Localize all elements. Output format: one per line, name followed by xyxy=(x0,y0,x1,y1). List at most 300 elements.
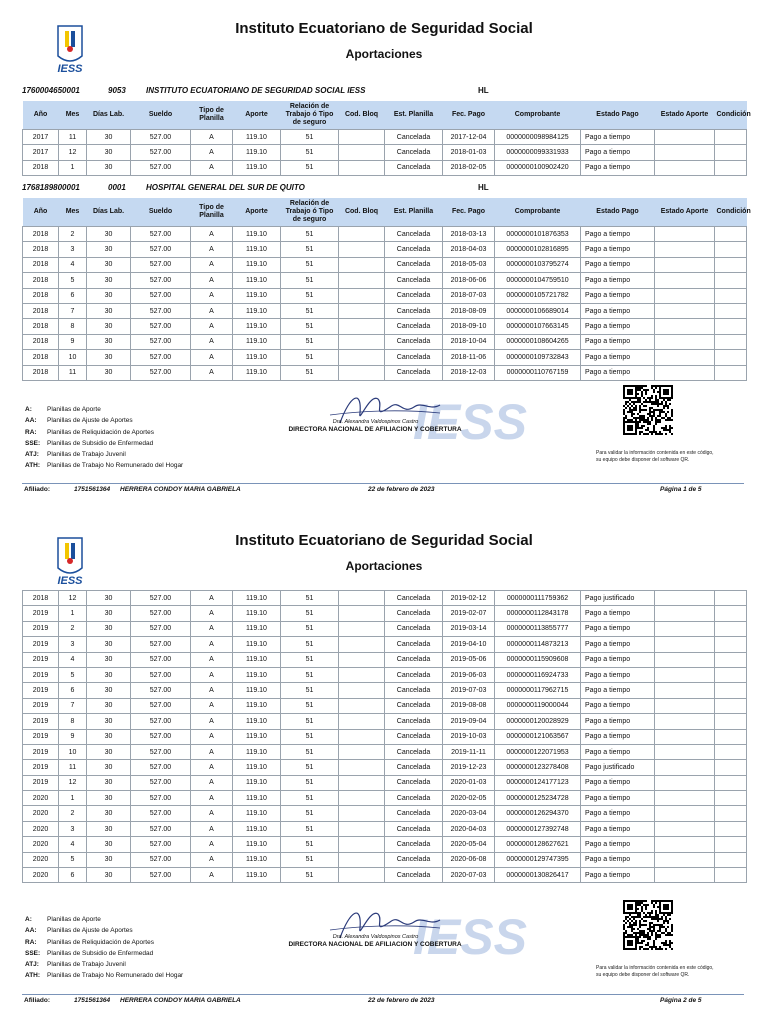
cell-payroll-status: Cancelada xyxy=(385,868,443,883)
cell-salary: 527.00 xyxy=(131,821,191,836)
cell-contribution-status xyxy=(655,806,715,821)
cell-relation-type: 51 xyxy=(281,319,339,334)
cell-block-code xyxy=(339,652,385,667)
cell-condition xyxy=(715,334,747,349)
cell-payment-date: 2020-03-04 xyxy=(443,806,495,821)
cell-payroll-status: Cancelada xyxy=(385,837,443,852)
cell-payment-date: 2018-02-05 xyxy=(443,160,495,175)
cell-contribution: 119.10 xyxy=(233,837,281,852)
cell-days-worked: 30 xyxy=(87,130,131,145)
cell-block-code xyxy=(339,791,385,806)
legend-item xyxy=(25,937,183,948)
cell-contribution: 119.10 xyxy=(233,791,281,806)
table-row xyxy=(23,257,747,272)
cell-block-code xyxy=(339,350,385,365)
cell-payment-date: 2019-02-12 xyxy=(443,591,495,606)
table-row xyxy=(23,350,747,365)
svg-text:IESS: IESS xyxy=(57,63,83,75)
cell-block-code xyxy=(339,729,385,744)
cell-days-worked: 30 xyxy=(87,242,131,257)
cell-payroll-type: A xyxy=(191,667,233,682)
cell-days-worked: 30 xyxy=(87,637,131,652)
cell-salary: 527.00 xyxy=(131,791,191,806)
cell-payment-date: 2018-03-13 xyxy=(443,227,495,242)
table-row xyxy=(23,652,747,667)
institution-title: Instituto Ecuatoriano de Seguridad Social xyxy=(235,532,533,549)
cell-contribution: 119.10 xyxy=(233,365,281,380)
cell-year: 2020 xyxy=(23,821,59,836)
cell-contribution: 119.10 xyxy=(233,334,281,349)
cell-contribution: 119.10 xyxy=(233,683,281,698)
cell-days-worked: 30 xyxy=(87,806,131,821)
cell-salary: 527.00 xyxy=(131,591,191,606)
cell-payroll-type: A xyxy=(191,775,233,790)
cell-payment-status: Pago a tiempo xyxy=(581,365,655,380)
table-row xyxy=(23,334,747,349)
cell-payroll-status: Cancelada xyxy=(385,319,443,334)
cell-receipt: 0000000105721782 xyxy=(495,288,581,303)
cell-contribution-status xyxy=(655,621,715,636)
cell-payroll-status: Cancelada xyxy=(385,606,443,621)
cell-block-code xyxy=(339,868,385,883)
cell-payment-date: 2018-07-03 xyxy=(443,288,495,303)
cell-receipt: 0000000114873213 xyxy=(495,637,581,652)
cell-contribution: 119.10 xyxy=(233,242,281,257)
cell-relation-type: 51 xyxy=(281,145,339,160)
cell-receipt: 0000000120028929 xyxy=(495,714,581,729)
employer-header xyxy=(22,181,742,195)
affiliate-label: Afiliado: xyxy=(24,997,50,1004)
employer-name: INSTITUTO ECUATORIANO DE SEGURIDAD SOCIAL IESS xyxy=(146,86,366,95)
legend-text: Planillas de Reliquidación de Aportes xyxy=(47,428,154,436)
cell-condition xyxy=(715,806,747,821)
cell-condition xyxy=(715,591,747,606)
column-header-payroll-status: Est. Planilla xyxy=(385,101,443,130)
table-row xyxy=(23,621,747,636)
cell-salary: 527.00 xyxy=(131,350,191,365)
table-row xyxy=(23,698,747,713)
cell-condition xyxy=(715,698,747,713)
cell-salary: 527.00 xyxy=(131,837,191,852)
cell-block-code xyxy=(339,303,385,318)
cell-receipt: 0000000108604265 xyxy=(495,334,581,349)
cell-condition xyxy=(715,242,747,257)
legend-item xyxy=(25,914,183,925)
cell-days-worked: 30 xyxy=(87,760,131,775)
column-header-block-code: Cod. Bloq xyxy=(339,101,385,130)
cell-payroll-status: Cancelada xyxy=(385,591,443,606)
cell-condition xyxy=(715,257,747,272)
legend-item xyxy=(25,460,183,471)
cell-contribution-status xyxy=(655,652,715,667)
cell-month: 6 xyxy=(59,868,87,883)
cell-days-worked: 30 xyxy=(87,257,131,272)
column-header-receipt: Comprobante xyxy=(495,101,581,130)
legend-code: AA: xyxy=(25,927,37,935)
cell-days-worked: 30 xyxy=(87,821,131,836)
cell-year: 2019 xyxy=(23,760,59,775)
cell-block-code xyxy=(339,667,385,682)
cell-condition xyxy=(715,319,747,334)
cell-year: 2019 xyxy=(23,667,59,682)
cell-salary: 527.00 xyxy=(131,714,191,729)
contributions-table xyxy=(22,198,751,381)
cell-year: 2018 xyxy=(23,319,59,334)
cell-relation-type: 51 xyxy=(281,273,339,288)
legend-code: SSE: xyxy=(25,949,41,957)
page-footer xyxy=(0,900,768,1000)
column-header-contribution-status: Estado Aporte xyxy=(655,101,715,130)
cell-receipt: 0000000109732843 xyxy=(495,350,581,365)
cell-year: 2019 xyxy=(23,714,59,729)
cell-contribution: 119.10 xyxy=(233,698,281,713)
cell-condition xyxy=(715,667,747,682)
employer-name: HOSPITAL GENERAL DEL SUR DE QUITO xyxy=(146,183,305,192)
cell-relation-type: 51 xyxy=(281,334,339,349)
cell-contribution: 119.10 xyxy=(233,852,281,867)
cell-contribution: 119.10 xyxy=(233,821,281,836)
cell-receipt: 0000000128627621 xyxy=(495,837,581,852)
cell-payroll-status: Cancelada xyxy=(385,350,443,365)
cell-payment-date: 2019-04-10 xyxy=(443,637,495,652)
cell-condition xyxy=(715,852,747,867)
cell-contribution-status xyxy=(655,791,715,806)
cell-days-worked: 30 xyxy=(87,160,131,175)
cell-receipt: 0000000106689014 xyxy=(495,303,581,318)
cell-payroll-type: A xyxy=(191,868,233,883)
cell-month: 9 xyxy=(59,334,87,349)
qr-code-icon xyxy=(623,900,673,950)
table-row xyxy=(23,637,747,652)
cell-days-worked: 30 xyxy=(87,319,131,334)
cell-contribution-status xyxy=(655,852,715,867)
cell-salary: 527.00 xyxy=(131,130,191,145)
cell-days-worked: 30 xyxy=(87,350,131,365)
legend-item xyxy=(25,427,183,438)
cell-payroll-type: A xyxy=(191,273,233,288)
cell-payment-status: Pago a tiempo xyxy=(581,775,655,790)
page-number: Página 1 de 5 xyxy=(660,486,702,493)
cell-contribution-status xyxy=(655,288,715,303)
legend-text: Planillas de Trabajo No Remunerado del Hogar xyxy=(47,462,184,470)
cell-salary: 527.00 xyxy=(131,698,191,713)
table-header-row xyxy=(23,101,747,130)
cell-payment-status: Pago a tiempo xyxy=(581,683,655,698)
column-header-payment-status: Estado Pago xyxy=(581,198,655,227)
legend-code: SSE: xyxy=(25,439,41,447)
cell-payroll-type: A xyxy=(191,714,233,729)
cell-condition xyxy=(715,637,747,652)
cell-contribution-status xyxy=(655,760,715,775)
cell-year: 2017 xyxy=(23,130,59,145)
cell-month: 12 xyxy=(59,775,87,790)
cell-payroll-type: A xyxy=(191,227,233,242)
cell-payment-date: 2019-02-07 xyxy=(443,606,495,621)
cell-payroll-type: A xyxy=(191,852,233,867)
cell-days-worked: 30 xyxy=(87,273,131,288)
cell-payment-status: Pago a tiempo xyxy=(581,652,655,667)
cell-block-code xyxy=(339,806,385,821)
cell-condition xyxy=(715,714,747,729)
cell-condition xyxy=(715,868,747,883)
table-row xyxy=(23,273,747,288)
cell-payroll-type: A xyxy=(191,760,233,775)
cell-year: 2018 xyxy=(23,365,59,380)
cell-receipt: 0000000101876353 xyxy=(495,227,581,242)
cell-contribution: 119.10 xyxy=(233,350,281,365)
cell-receipt: 0000000111759362 xyxy=(495,591,581,606)
column-header-receipt: Comprobante xyxy=(495,198,581,227)
cell-salary: 527.00 xyxy=(131,145,191,160)
cell-salary: 527.00 xyxy=(131,365,191,380)
cell-contribution-status xyxy=(655,334,715,349)
cell-year: 2018 xyxy=(23,334,59,349)
cell-payroll-status: Cancelada xyxy=(385,288,443,303)
cell-relation-type: 51 xyxy=(281,806,339,821)
cell-payroll-status: Cancelada xyxy=(385,242,443,257)
cell-month: 10 xyxy=(59,350,87,365)
cell-block-code xyxy=(339,273,385,288)
cell-days-worked: 30 xyxy=(87,591,131,606)
cell-year: 2019 xyxy=(23,637,59,652)
cell-contribution-status xyxy=(655,606,715,621)
cell-payroll-type: A xyxy=(191,637,233,652)
signatory-name: Dra. Alexandra Valdospinos Castro xyxy=(332,419,419,425)
cell-block-code xyxy=(339,698,385,713)
cell-payment-status: Pago a tiempo xyxy=(581,227,655,242)
column-header-month: Mes xyxy=(59,101,87,130)
cell-contribution-status xyxy=(655,667,715,682)
table-header-row xyxy=(23,198,747,227)
column-header-contribution-status: Estado Aporte xyxy=(655,198,715,227)
cell-contribution: 119.10 xyxy=(233,227,281,242)
cell-salary: 527.00 xyxy=(131,683,191,698)
cell-contribution: 119.10 xyxy=(233,714,281,729)
cell-year: 2019 xyxy=(23,606,59,621)
cell-contribution-status xyxy=(655,868,715,883)
cell-contribution: 119.10 xyxy=(233,145,281,160)
cell-relation-type: 51 xyxy=(281,130,339,145)
cell-year: 2020 xyxy=(23,806,59,821)
legend xyxy=(25,914,183,982)
cell-relation-type: 51 xyxy=(281,714,339,729)
cell-year: 2017 xyxy=(23,145,59,160)
column-header-salary: Sueldo xyxy=(131,101,191,130)
cell-block-code xyxy=(339,242,385,257)
cell-payment-date: 2018-01-03 xyxy=(443,145,495,160)
cell-payment-date: 2020-04-03 xyxy=(443,821,495,836)
column-header-condition: Condición xyxy=(715,198,747,227)
cell-contribution-status xyxy=(655,227,715,242)
cell-contribution-status xyxy=(655,319,715,334)
legend xyxy=(25,404,183,472)
cell-payroll-status: Cancelada xyxy=(385,667,443,682)
cell-year: 2018 xyxy=(23,303,59,318)
cell-payroll-type: A xyxy=(191,334,233,349)
cell-payroll-status: Cancelada xyxy=(385,775,443,790)
cell-contribution-status xyxy=(655,365,715,380)
cell-month: 3 xyxy=(59,821,87,836)
cell-payroll-type: A xyxy=(191,145,233,160)
cell-contribution-status xyxy=(655,273,715,288)
cell-year: 2018 xyxy=(23,160,59,175)
affiliate-name: HERRERA CONDOY MARIA GABRIELA xyxy=(120,486,241,493)
cell-receipt: 0000000129747395 xyxy=(495,852,581,867)
cell-contribution-status xyxy=(655,145,715,160)
cell-contribution-status xyxy=(655,729,715,744)
cell-payment-date: 2019-06-03 xyxy=(443,667,495,682)
cell-payment-status: Pago a tiempo xyxy=(581,303,655,318)
column-header-block-code: Cod. Bloq xyxy=(339,198,385,227)
cell-year: 2020 xyxy=(23,791,59,806)
cell-salary: 527.00 xyxy=(131,160,191,175)
svg-text:IESS: IESS xyxy=(57,575,83,587)
cell-month: 5 xyxy=(59,273,87,288)
cell-year: 2019 xyxy=(23,729,59,744)
cell-receipt: 0000000122071953 xyxy=(495,744,581,759)
affiliate-label: Afiliado: xyxy=(24,486,50,493)
cell-condition xyxy=(715,744,747,759)
cell-salary: 527.00 xyxy=(131,729,191,744)
cell-payment-date: 2020-02-05 xyxy=(443,791,495,806)
cell-receipt: 0000000116924733 xyxy=(495,667,581,682)
legend-code: RA: xyxy=(25,428,37,436)
cell-salary: 527.00 xyxy=(131,606,191,621)
cell-salary: 527.00 xyxy=(131,334,191,349)
cell-payroll-type: A xyxy=(191,729,233,744)
cell-payment-status: Pago a tiempo xyxy=(581,160,655,175)
cell-payment-status: Pago a tiempo xyxy=(581,868,655,883)
legend-item xyxy=(25,959,183,970)
affiliate-id: 1751561364 xyxy=(74,486,111,493)
cell-salary: 527.00 xyxy=(131,667,191,682)
page-footer xyxy=(0,385,768,485)
cell-payment-date: 2018-09-10 xyxy=(443,319,495,334)
cell-days-worked: 30 xyxy=(87,652,131,667)
cell-payroll-status: Cancelada xyxy=(385,806,443,821)
cell-payroll-type: A xyxy=(191,591,233,606)
cell-receipt: 0000000130826417 xyxy=(495,868,581,883)
cell-payroll-status: Cancelada xyxy=(385,683,443,698)
cell-contribution-status xyxy=(655,160,715,175)
cell-block-code xyxy=(339,365,385,380)
cell-payroll-status: Cancelada xyxy=(385,303,443,318)
cell-receipt: 0000000125234728 xyxy=(495,791,581,806)
cell-payroll-status: Cancelada xyxy=(385,621,443,636)
cell-contribution-status xyxy=(655,837,715,852)
cell-payroll-status: Cancelada xyxy=(385,791,443,806)
cell-days-worked: 30 xyxy=(87,621,131,636)
cell-payment-status: Pago a tiempo xyxy=(581,806,655,821)
cell-days-worked: 30 xyxy=(87,667,131,682)
legend-code: ATJ: xyxy=(25,451,39,459)
cell-condition xyxy=(715,273,747,288)
cell-days-worked: 30 xyxy=(87,334,131,349)
cell-relation-type: 51 xyxy=(281,288,339,303)
cell-relation-type: 51 xyxy=(281,350,339,365)
page-number: Página 2 de 5 xyxy=(660,997,702,1004)
cell-relation-type: 51 xyxy=(281,621,339,636)
cell-block-code xyxy=(339,837,385,852)
cell-payment-status: Pago a tiempo xyxy=(581,334,655,349)
cell-receipt: 0000000123278408 xyxy=(495,760,581,775)
cell-payment-date: 2018-10-04 xyxy=(443,334,495,349)
cell-receipt: 0000000115909608 xyxy=(495,652,581,667)
cell-payment-date: 2020-06-08 xyxy=(443,852,495,867)
cell-condition xyxy=(715,621,747,636)
legend-code: ATH: xyxy=(25,462,41,470)
cell-month: 5 xyxy=(59,852,87,867)
column-header-days-worked: Días Lab. xyxy=(87,198,131,227)
legend-code: ATH: xyxy=(25,972,41,980)
cell-payment-status: Pago a tiempo xyxy=(581,242,655,257)
cell-year: 2018 xyxy=(23,350,59,365)
legend-item xyxy=(25,970,183,981)
table-row xyxy=(23,130,747,145)
cell-payment-date: 2020-05-04 xyxy=(443,837,495,852)
table-row xyxy=(23,303,747,318)
cell-payment-date: 2018-05-03 xyxy=(443,257,495,272)
cell-relation-type: 51 xyxy=(281,744,339,759)
table-row xyxy=(23,821,747,836)
cell-block-code xyxy=(339,760,385,775)
cell-relation-type: 51 xyxy=(281,652,339,667)
cell-month: 2 xyxy=(59,806,87,821)
cell-block-code xyxy=(339,606,385,621)
cell-payroll-type: A xyxy=(191,160,233,175)
cell-salary: 527.00 xyxy=(131,242,191,257)
cell-relation-type: 51 xyxy=(281,698,339,713)
cell-payroll-status: Cancelada xyxy=(385,160,443,175)
cell-condition xyxy=(715,837,747,852)
cell-days-worked: 30 xyxy=(87,145,131,160)
cell-receipt: 0000000117962715 xyxy=(495,683,581,698)
cell-condition xyxy=(715,145,747,160)
cell-month: 1 xyxy=(59,606,87,621)
cell-payroll-status: Cancelada xyxy=(385,334,443,349)
cell-condition xyxy=(715,130,747,145)
table-row xyxy=(23,683,747,698)
cell-payment-status: Pago a tiempo xyxy=(581,698,655,713)
cell-payment-date: 2018-06-06 xyxy=(443,273,495,288)
column-header-payroll-status: Est. Planilla xyxy=(385,198,443,227)
cell-contribution-status xyxy=(655,350,715,365)
cell-payroll-status: Cancelada xyxy=(385,714,443,729)
contributions-table xyxy=(22,101,751,176)
column-header-salary: Sueldo xyxy=(131,198,191,227)
cell-year: 2019 xyxy=(23,775,59,790)
cell-payment-date: 2018-12-03 xyxy=(443,365,495,380)
cell-payroll-status: Cancelada xyxy=(385,365,443,380)
report-page-2 xyxy=(0,512,768,1017)
cell-payroll-status: Cancelada xyxy=(385,130,443,145)
cell-payroll-type: A xyxy=(191,606,233,621)
cell-contribution: 119.10 xyxy=(233,288,281,303)
cell-month: 3 xyxy=(59,637,87,652)
cell-receipt: 0000000121063567 xyxy=(495,729,581,744)
cell-relation-type: 51 xyxy=(281,868,339,883)
cell-payment-status: Pago a tiempo xyxy=(581,319,655,334)
legend-text: Planillas de Subsidio de Enfermedad xyxy=(47,949,154,957)
cell-month: 11 xyxy=(59,760,87,775)
cell-payroll-type: A xyxy=(191,621,233,636)
cell-year: 2020 xyxy=(23,852,59,867)
table-row xyxy=(23,868,747,883)
cell-payment-status: Pago a tiempo xyxy=(581,667,655,682)
cell-condition xyxy=(715,350,747,365)
column-header-year: Año xyxy=(23,198,59,227)
cell-month: 2 xyxy=(59,621,87,636)
